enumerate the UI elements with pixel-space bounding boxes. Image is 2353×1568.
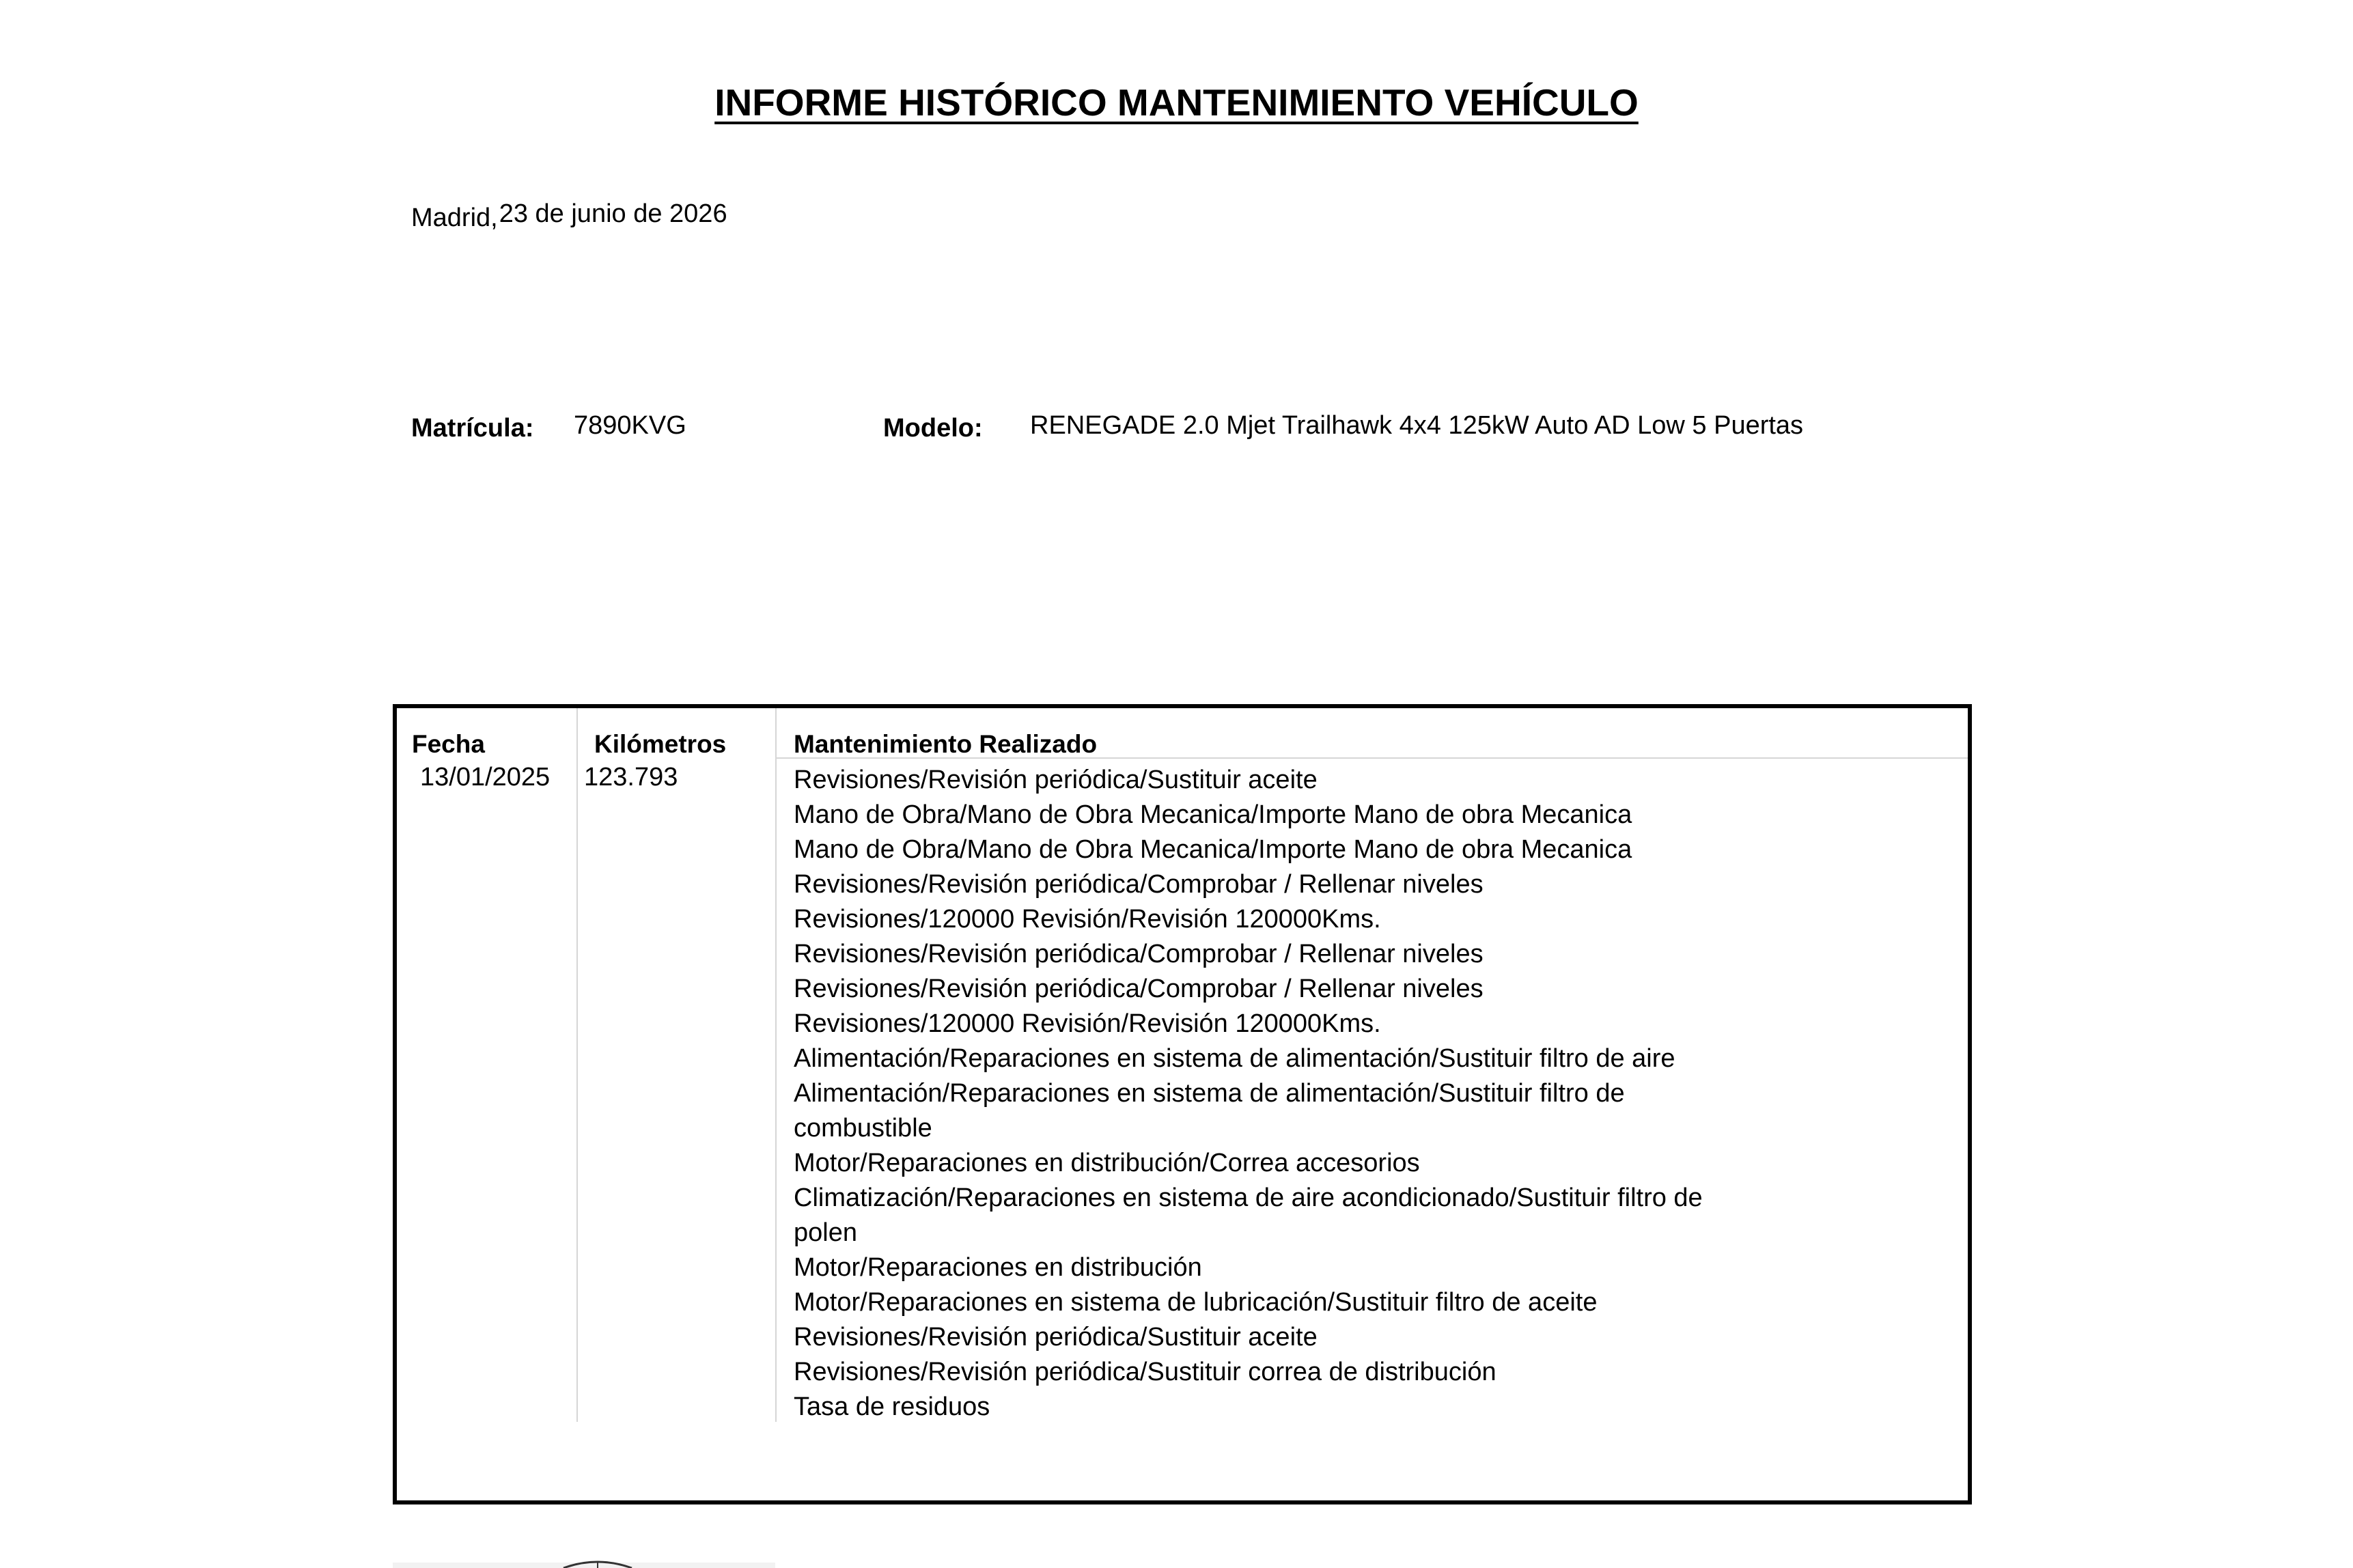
list-item: Revisiones/Revisión periódica/Sustituir aceite xyxy=(794,1323,1318,1352)
list-item: Motor/Reparaciones en distribución/Correa accesorios xyxy=(794,1149,1420,1177)
list-item: combustible xyxy=(794,1114,932,1143)
list-item: Motor/Reparaciones en sistema de lubricación/Sustituir filtro de aceite xyxy=(794,1288,1598,1317)
list-item: Revisiones/120000 Revisión/Revisión 120000Kms. xyxy=(794,905,1381,934)
list-item: Revisiones/Revisión periódica/Comprobar / Rellenar niveles xyxy=(794,940,1484,968)
list-item: Revisiones/Revisión periódica/Sustituir correa de distribución xyxy=(794,1358,1496,1386)
list-item: polen xyxy=(794,1218,857,1247)
plate-label: Matrícula: xyxy=(411,414,534,443)
stamp-image xyxy=(393,1558,775,1568)
list-item: Alimentación/Reparaciones en sistema de alimentación/Sustituir filtro de xyxy=(794,1079,1625,1108)
list-item: Climatización/Reparaciones en sistema de aire acondicionado/Sustituir filtro de xyxy=(794,1184,1703,1212)
header-maintenance: Mantenimiento Realizado xyxy=(794,730,1098,758)
list-item: Alimentación/Reparaciones en sistema de alimentación/Sustituir filtro de aire xyxy=(794,1044,1675,1073)
report-city: Madrid, xyxy=(411,204,498,232)
list-item: Revisiones/120000 Revisión/Revisión 120000Kms. xyxy=(794,1009,1381,1038)
header-date: Fecha xyxy=(412,730,485,758)
list-item: Mano de Obra/Mano de Obra Mecanica/Importe Mano de obra Mecanica xyxy=(794,835,1632,864)
column-divider xyxy=(576,708,578,1422)
list-item: Revisiones/Revisión periódica/Comprobar / Rellenar niveles xyxy=(794,870,1484,899)
model-value: RENEGADE 2.0 Mjet Trailhawk 4x4 125kW Auto AD Low 5 Puertas xyxy=(1030,411,1804,440)
list-item: Tasa de residuos xyxy=(794,1392,990,1421)
column-divider xyxy=(775,708,777,1422)
report-date: 23 de junio de 2026 xyxy=(499,199,727,228)
list-item: Revisiones/Revisión periódica/Comprobar / Rellenar niveles xyxy=(794,975,1484,1003)
place-date-line xyxy=(411,199,727,232)
list-item: Mano de Obra/Mano de Obra Mecanica/Importe Mano de obra Mecanica xyxy=(794,800,1632,829)
maintenance-items-list xyxy=(794,763,1764,1425)
plate-value: 7890KVG xyxy=(574,411,686,440)
list-item: Revisiones/Revisión periódica/Sustituir aceite xyxy=(794,766,1318,794)
row-kilometers: 123.793 xyxy=(584,763,678,792)
maintenance-table xyxy=(393,704,1972,1504)
row-date: 13/01/2025 xyxy=(420,763,551,792)
model-label: Modelo: xyxy=(883,414,983,443)
report-title: INFORME HISTÓRICO MANTENIMIENTO VEHÍCULO xyxy=(714,81,1639,124)
list-item: Motor/Reparaciones en distribución xyxy=(794,1253,1202,1282)
stamp-graphic xyxy=(393,1558,775,1568)
header-kilometers: Kilómetros xyxy=(594,730,727,758)
